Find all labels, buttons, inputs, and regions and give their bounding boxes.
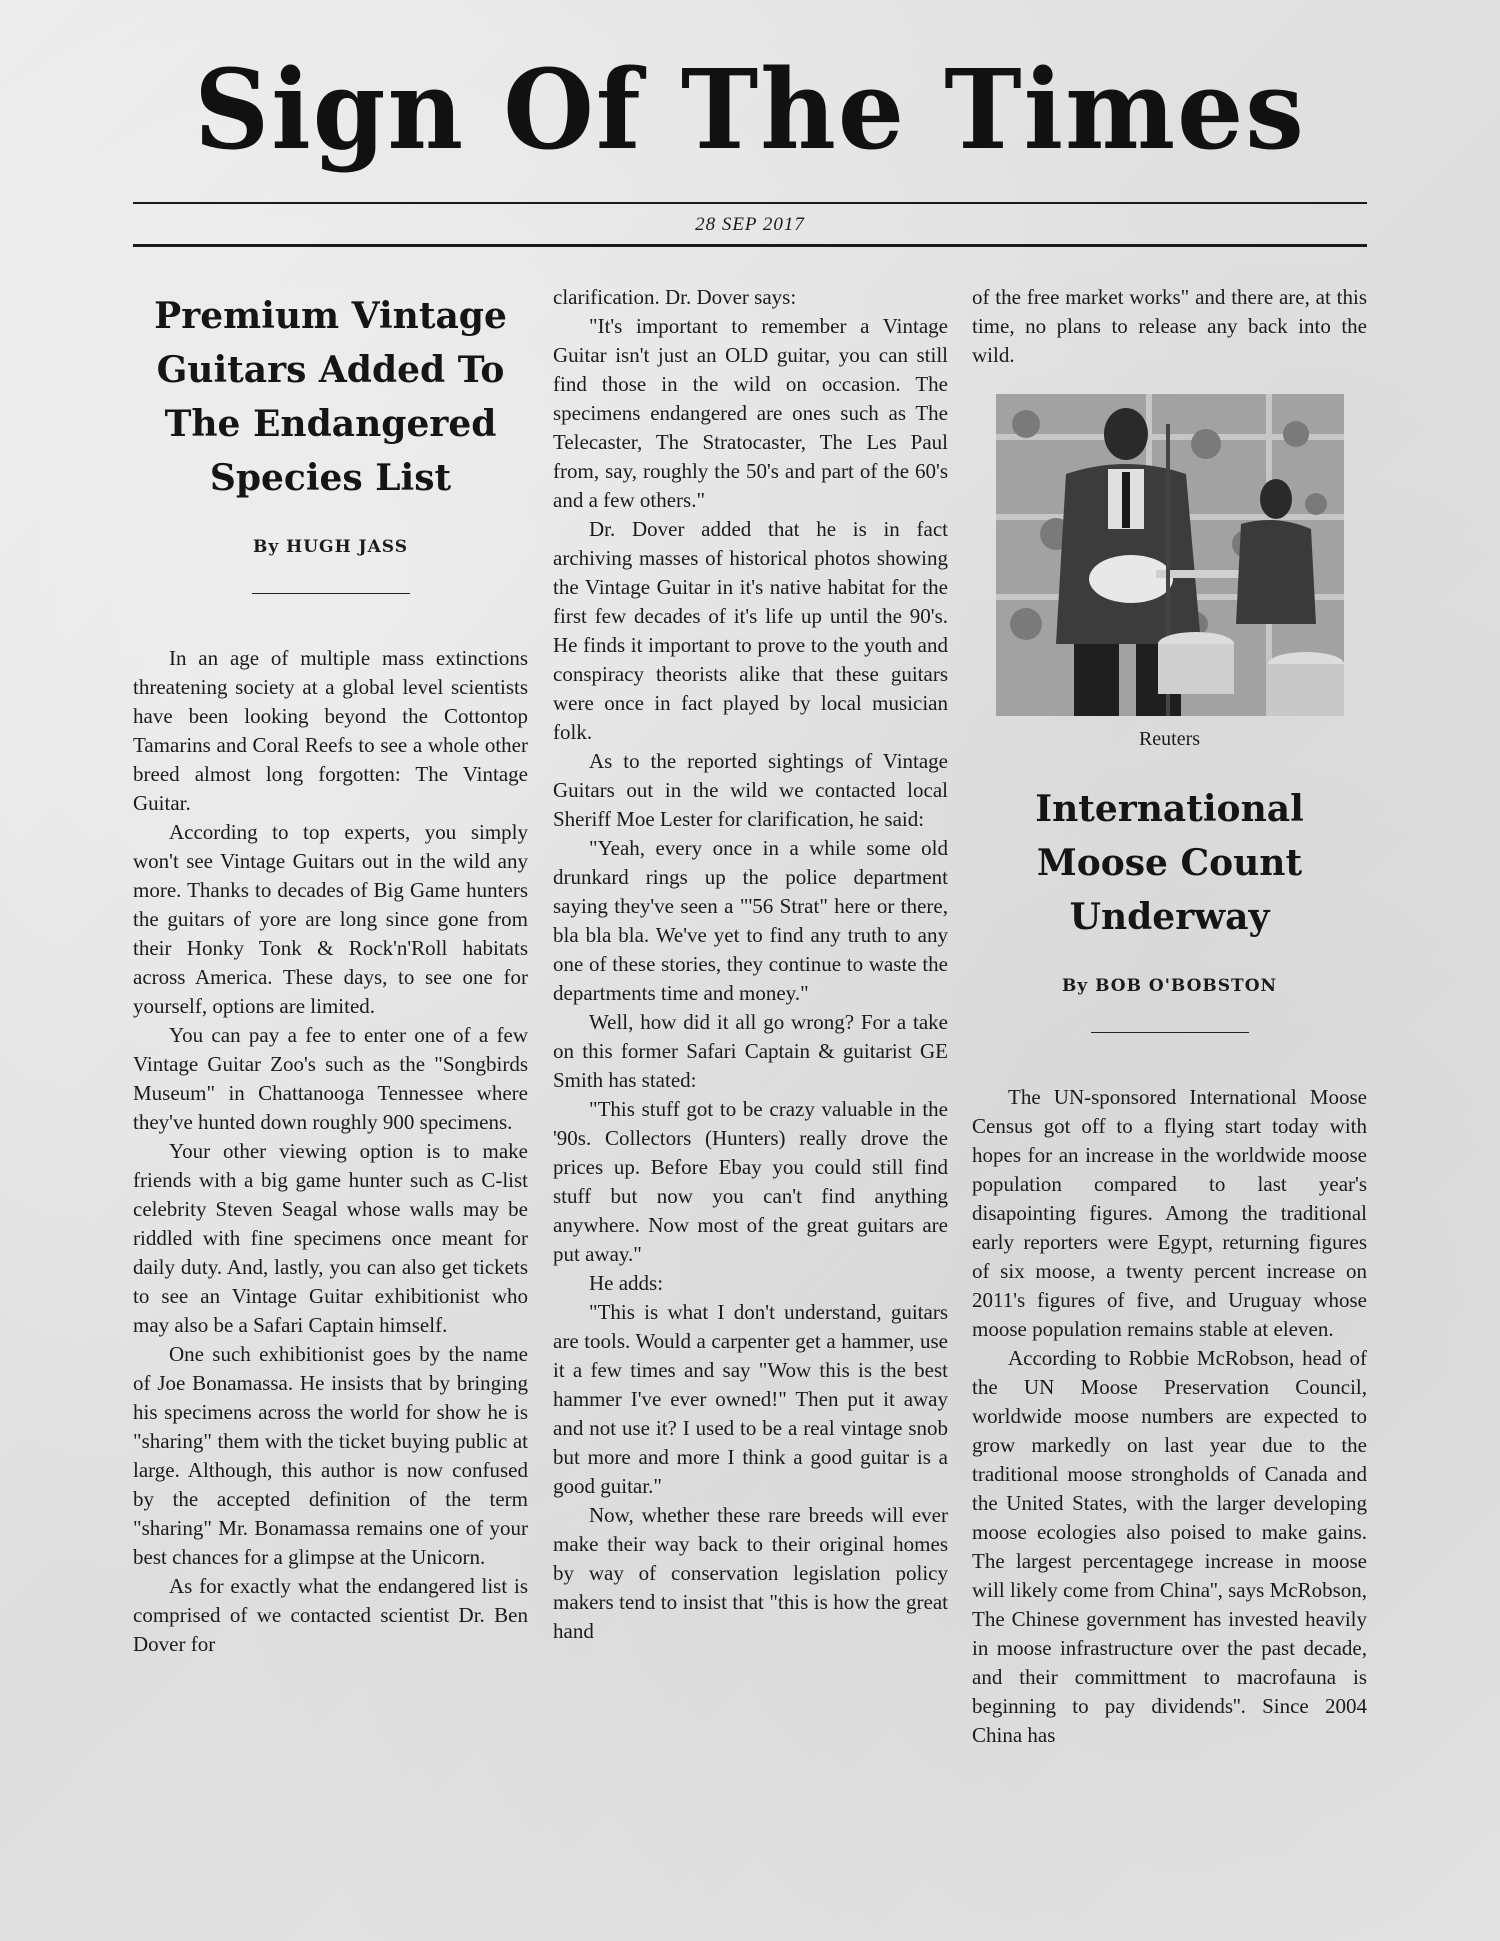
article-paragraph: Now, whether these rare breeds will ever make their way back to their original homes by way of conservation legislation policy makers tend to insist that "this is how the great hand [553, 1503, 948, 1643]
article-2-headline: International Moose Count Underway [1035, 788, 1304, 938]
article-paragraph: As to the reported sightings of Vintage Guitars out in the wild we contacted local Sheriff Moe Lester for clarification, he said: [553, 749, 948, 831]
byline-prefix: By [253, 537, 280, 557]
article-paragraph: You can pay a fee to enter one of a few Vintage Guitar Zoo's such as the "Songbirds Museum" in Chattanooga Tennessee where they've hunted down roughly 900 specimens. [133, 1023, 528, 1134]
masthead-title: Sign Of The Times [194, 44, 1306, 175]
article-paragraph: In an age of multiple mass extinctions threatening society at a global level scientists have been looking beyond the Cottontop Tamarins and Coral Reefs to see a whole other breed almost long forgotten: The Vintage Guitar. [133, 646, 528, 815]
photo-caption: Reuters [1138, 728, 1201, 750]
byline-author: BOB O'BOBSTON [1095, 976, 1278, 996]
article-paragraph: Your other viewing option is to make friends with a big game hunter such as C-list celebrity Steven Seagal whose walls may be riddled with fine specimens once meant for daily duty. And, lastly, you can also get tickets to see an Vintage Guitar exhibitionist who may also be a Safari Captain himself. [133, 1139, 528, 1337]
article-paragraph: One such exhibitionist goes by the name of Joe Bonamassa. He insists that by bringing his specimens across the world for show he is "sharing" them with the ticket buying public at large. Although, this author is now confused by the accepted definition of the term "sharing" Mr. Bonamassa remains one of your best chances for a glimpse at the Unicorn. [133, 1342, 528, 1569]
article-paragraph: "It's important to remember a Vintage Guitar isn't just an OLD guitar, you can still find those in the wild on occasion. The specimens endangered are ones such as The Telecaster, The Stratocaster, The Les Paul from, say, roughly the 50's and part of the 60's and a few others." [553, 314, 948, 512]
article-paragraph: He adds: [589, 1271, 664, 1295]
article-1-headline: Premium Vintage Guitars Added To The Endangered Species List [154, 295, 507, 499]
article-paragraph: "Yeah, every once in a while some old drunkard rings up the police department saying they've seen a "'56 Strat" here or there, bla bla bla. We've yet to find any truth to any one of these stories, they continue to waste the departments time and money." [553, 836, 948, 1005]
article-paragraph: "This is what I don't understand, guitars are tools. Would a carpenter get a hammer, use it a few times and say "Wow this is the best hammer I've ever owned!" Then put it away and not use it? I used to be a real vintage snob but more and more I think a good guitar is a good guitar." [553, 1300, 948, 1498]
article-paragraph: Dr. Dover added that he is in fact archiving masses of historical photos showing the Vintage Guitar in it's native habitat for the first few decades of it's life up until the 90's. He finds it important to prove to the youth and conspiracy theorists alike that these guitars were once in fact played by local musician folk. [553, 517, 948, 744]
concert-photo [996, 394, 1344, 716]
column-1 [133, 283, 528, 1903]
article-1-byline [133, 533, 528, 561]
article-paragraph: According to Robbie McRobson, head of the UN Moose Preservation Council, worldwide moose numbers are expected to grow markedly on last year due to the traditional moose strongholds of Canada and the United States, with the larger developing moose ecologies also poised to make gains. The largest percentagege increase in moose will likely come from China'', says McRobson, The Chinese government has invested heavily in moose infrastructure over the past decade, and their committment to macrofauna is beginning to pay dividends''. Since 2004 China has [972, 1346, 1367, 1747]
article-paragraph: "This stuff got to be crazy valuable in the '90s. Collectors (Hunters) really drove the prices up. Before Ebay you could still find stuff but now you can't find anything anywhere. Now most of the great guitars are put away." [553, 1097, 948, 1266]
article-paragraph: clarification. Dr. Dover says: [553, 285, 797, 309]
byline-author: HUGH JASS [286, 537, 408, 557]
article-paragraph: Well, how did it all go wrong? For a take on this former Safari Captain & guitarist GE Smith has stated: [553, 1010, 948, 1092]
byline-divider [1091, 1032, 1249, 1033]
column-2 [553, 283, 948, 1903]
article-2-byline [972, 972, 1367, 1000]
article-paragraph: The UN-sponsored International Moose Census got off to a flying start today with hopes for an increase in the worldwide moose population compared to last year's disapointing figures. Among the traditional early reporters were Egypt, returning figures of six moose, a twenty percent increase on 2011's figures of five, and Uruguay whose moose population remains stable at eleven. [972, 1085, 1367, 1341]
photo-block [972, 394, 1367, 752]
masthead-rule-bottom [133, 244, 1367, 247]
byline-prefix: By [1061, 976, 1089, 996]
article-paragraph: As for exactly what the endangered list is comprised of we contacted scientist Dr. Ben Dover for [133, 1574, 528, 1656]
masthead-rule-top [133, 202, 1367, 204]
dateline: 28 SEP 2017 [695, 214, 805, 235]
article-paragraph: of the free market works" and there are, at this time, no plans to release any back into the wild. [972, 285, 1367, 367]
byline-divider [252, 593, 410, 594]
article-paragraph: According to top experts, you simply won't see Vintage Guitars out in the wild any more. Thanks to decades of Big Game hunters the guitars of yore are long since gone from their Honky Tonk & Rock'n'Roll habitats across America. These days, to see one for yourself, options are limited. [133, 820, 528, 1018]
column-3 [972, 283, 1367, 1903]
